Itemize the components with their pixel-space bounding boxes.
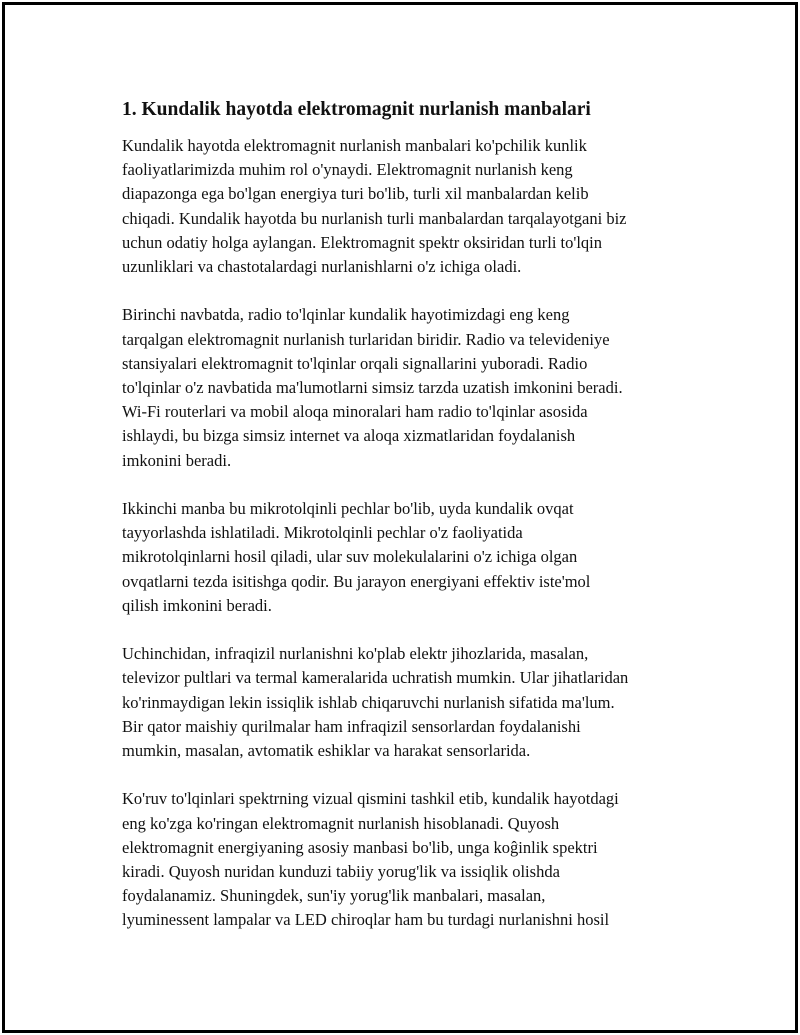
text-line: Bir qator maishiy qurilmalar ham infraqizil sensorlardan foydalanishi (122, 716, 581, 736)
text-line: uzunliklari va chastotalardagi nurlanishlarni o'z ichiga oladi. (122, 257, 522, 277)
text-line: elektromagnit energiyaning asosiy manbasi bo'lib, unga koĝinlik spektri (122, 837, 598, 857)
text-line: ishlaydi, bu bizga simsiz internet va aloqa xizmatlaridan foydalanish (122, 426, 576, 446)
text-line: ko'rinmaydigan lekin issiqlik ishlab chiqaruvchi nurlanish sifatida ma'lum. (122, 692, 615, 712)
text-line: uchun odatiy holga aylangan. Elektromagnit spektr oksiridan turli to'lqin (122, 232, 602, 252)
paragraph-infrared (122, 642, 702, 763)
text-line: Wi-Fi routerlari va mobil aloqa minoralari ham radio to'lqinlar asosida (122, 402, 588, 422)
text-line: imkonini beradi. (122, 450, 232, 470)
page-frame (2, 2, 798, 1033)
text-line: eng ko'zga ko'ringan elektromagnit nurlanish hisoblanadi. Quyosh (122, 813, 560, 833)
text-line: ovqatlarni tezda isitishga qodir. Bu jarayon energiyani effektiv iste'mol (122, 571, 591, 591)
text-line: diapazonga ega bo'lgan energiya turi bo'lib, turli xil manbalardan kelib (122, 184, 589, 204)
text-line: chiqadi. Kundalik hayotda bu nurlanish turli manbalardan tarqalayotgani biz (122, 208, 627, 228)
text-line: to'lqinlar o'z navbatida ma'lumotlarni simsiz tarzda uzatish imkonini beradi. (122, 378, 623, 398)
text-line: mikrotolqinlarni hosil qiladi, ular suv molekulalarini o'z ichiga olgan (122, 547, 578, 567)
text-line: Uchinchidan, infraqizil nurlanishni ko'plab elektr jihozlarida, masalan, (122, 644, 589, 664)
text-line: stansiyalari elektromagnit to'lqinlar orqali signallarini yuboradi. Radio (122, 353, 588, 373)
paragraph-visible-light (122, 787, 702, 932)
paragraph-radio-waves (122, 303, 702, 472)
paragraph-microwaves (122, 497, 702, 618)
text-line: tayyorlashda ishlatiladi. Mikrotolqinli pechlar o'z faoliyatida (122, 523, 523, 543)
text-line: televizor pultlari va termal kameralarida uchratish mumkin. Ular jihatlaridan (122, 668, 629, 688)
section-heading: 1. Kundalik hayotda elektromagnit nurlanish manbalari (122, 99, 591, 120)
text-line: qilish imkonini beradi. (122, 595, 272, 615)
document-body (122, 97, 702, 957)
text-line: Kundalik hayotda elektromagnit nurlanish manbalari ko'pchilik kunlik (122, 136, 587, 155)
text-line: kiradi. Quyosh nuridan kunduzi tabiiy yorug'lik va issiqlik olishda (122, 862, 560, 882)
text-line: faoliyatlarimizda muhim rol o'ynaydi. Elektromagnit nurlanish keng (122, 160, 573, 180)
text-line: mumkin, masalan, avtomatik eshiklar va harakat sensorlarida. (122, 741, 531, 761)
text-line: lyuminessent lampalar va LED chiroqlar ham bu turdagi nurlanishni hosil (122, 910, 610, 930)
text-line: Ikkinchi manba bu mikrotolqinli pechlar bo'lib, uyda kundalik ovqat (122, 499, 574, 519)
text-line: Birinchi navbatda, radio to'lqinlar kundalik hayotimizdagi eng keng (122, 305, 570, 325)
paragraph-intro (122, 134, 702, 279)
text-line: Ko'ruv to'lqinlari spektrning vizual qismini tashkil etib, kundalik hayotdagi (122, 789, 619, 809)
text-line: tarqalgan elektromagnit nurlanish turlaridan biridir. Radio va televideniye (122, 329, 610, 349)
text-line: foydalanamiz. Shuningdek, sun'iy yorug'lik manbalari, masalan, (122, 886, 546, 906)
